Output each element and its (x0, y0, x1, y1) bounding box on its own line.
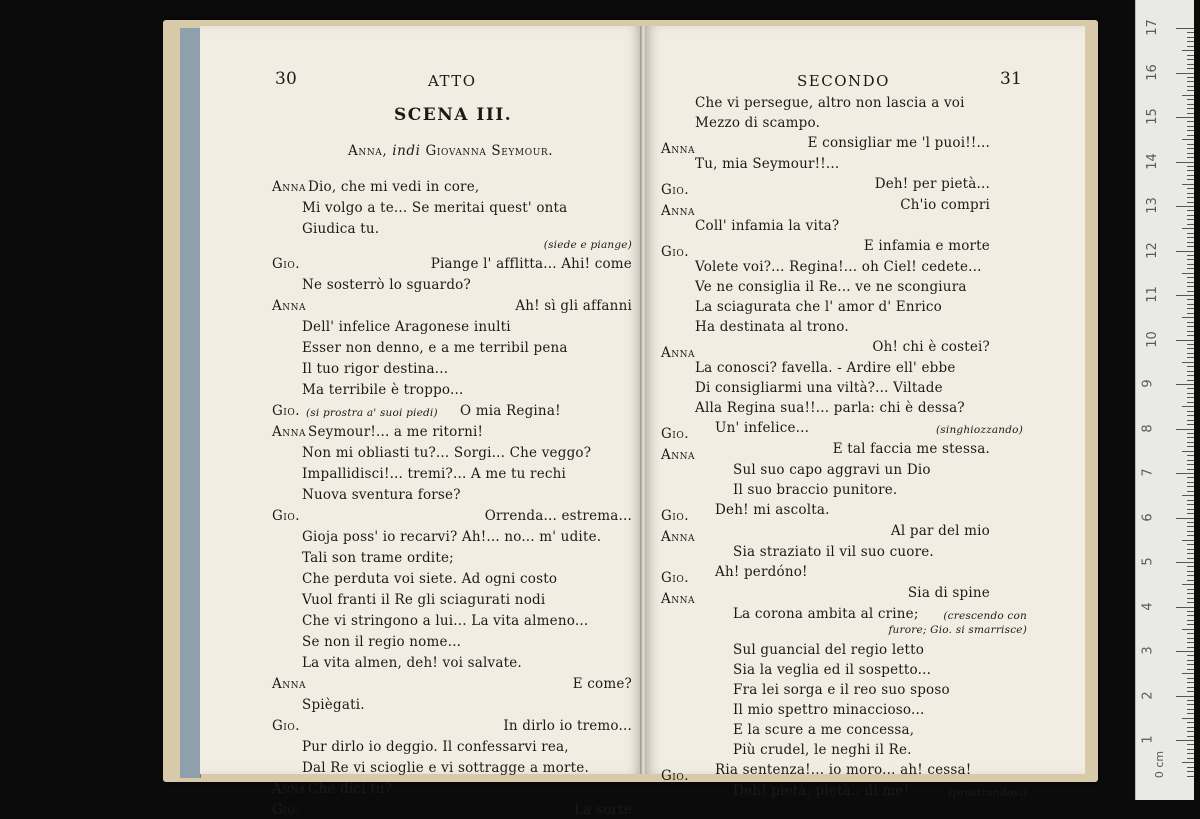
ruler-tick (1187, 144, 1194, 145)
ruler-tick (1187, 357, 1194, 358)
ruler-tick (1187, 308, 1194, 309)
ruler-tick (1187, 393, 1194, 394)
ruler-tick (1187, 731, 1194, 732)
verse-line: Seymour!... a me ritorni! (308, 424, 484, 440)
ruler-tick (1187, 460, 1194, 461)
ruler-tick (1187, 375, 1194, 376)
verse-line: Che vi persegue, altro non lascia a voi (695, 95, 965, 111)
ruler-tick (1187, 455, 1194, 456)
ruler-tick (1182, 451, 1194, 452)
verse-line: Dell' infelice Aragonese inulti (302, 319, 511, 335)
ruler-tick (1187, 767, 1194, 768)
verse-line: Dal Re vi scioglie e vi sottragge a morte. (302, 760, 589, 776)
ruler-tick (1187, 500, 1194, 501)
ruler-tick (1176, 28, 1194, 29)
ruler-tick (1187, 482, 1194, 483)
ruler-tick (1187, 224, 1194, 225)
stage-direction: (prostrandosi) (948, 787, 1027, 799)
ruler-tick (1187, 531, 1194, 532)
stage-direction: (si prostra a' suoi piedi) (306, 407, 438, 419)
verse-line: Deh! mi ascolta. (715, 502, 830, 518)
ruler-number: 10 (1144, 330, 1160, 348)
ruler-tick (1187, 553, 1194, 554)
speaker-label: Anna (272, 424, 306, 440)
ruler-tick (1187, 197, 1194, 198)
ruler-tick (1187, 331, 1194, 332)
ruler-tick (1176, 651, 1194, 652)
ruler-tick (1187, 624, 1194, 625)
ruler-tick (1187, 722, 1194, 723)
ruler-tick (1187, 509, 1194, 510)
ruler-tick (1187, 215, 1194, 216)
ruler-tick (1187, 615, 1194, 616)
ruler-tick (1187, 589, 1194, 590)
ruler-tick (1182, 317, 1194, 318)
ruler-number: 11 (1144, 286, 1160, 303)
ruler-tick (1187, 108, 1194, 109)
ruler-number: 17 (1144, 19, 1160, 36)
ruler-tick (1187, 397, 1194, 398)
ruler-tick (1187, 259, 1194, 260)
verse-line: E infamia e morte (863, 238, 990, 254)
ruler-tick (1187, 513, 1194, 514)
ruler-tick (1187, 678, 1194, 679)
ruler-tick (1187, 344, 1194, 345)
ruler-tick (1176, 473, 1194, 474)
verse-line: Sul suo capo aggravi un Dio (733, 462, 931, 478)
ruler-tick (1187, 477, 1194, 478)
verse-line: Il mio spettro minaccioso... (733, 702, 925, 718)
ruler-tick (1187, 41, 1194, 42)
ruler-tick (1187, 121, 1194, 122)
ruler-tick (1182, 495, 1194, 496)
ruler-tick (1187, 486, 1194, 487)
speaker-label: Anna (661, 203, 695, 219)
verse-line: Il tuo rigor destina... (302, 361, 449, 377)
speaker-label: Anna (272, 676, 306, 692)
verse-line: Tali son trame ordite; (302, 550, 454, 566)
ruler-tick (1187, 219, 1194, 220)
ruler-tick (1187, 687, 1194, 688)
ruler-tick (1187, 104, 1194, 105)
verse-line: Ria sentenza!... io moro... ah! cessa! (715, 762, 972, 778)
verse-line: Se non il regio nome... (302, 634, 462, 650)
ruler-tick (1176, 73, 1194, 74)
speaker-label: Gio. (661, 244, 690, 260)
stage-direction: (singhiozzando) (936, 424, 1023, 436)
ruler-tick (1187, 166, 1194, 167)
ruler-tick (1187, 193, 1194, 194)
verse-line: Orrenda... estrema... (484, 508, 632, 524)
verse-line: Oh! chi è costei? (872, 339, 990, 355)
ruler-tick (1176, 251, 1194, 252)
ruler-tick (1187, 700, 1194, 701)
ruler-tick (1187, 64, 1194, 65)
ruler-tick (1187, 522, 1194, 523)
ruler-number: 3 (1140, 646, 1156, 655)
verse-line: Deh! per pietà... (874, 176, 990, 192)
ruler-tick (1187, 32, 1194, 33)
ruler-tick (1187, 304, 1194, 305)
verse-line: Fra lei sorga e il reo suo sposo (733, 682, 950, 698)
scene-title: SCENA III. (394, 105, 513, 125)
speaker-label: Gio. (272, 256, 301, 272)
ruler-tick (1187, 709, 1194, 710)
scene-subtitle-anna: Anna, (348, 143, 388, 159)
page-number-left: 30 (275, 69, 298, 89)
ruler-tick (1176, 295, 1194, 296)
speaker-label: Anna (661, 447, 695, 463)
ruler-tick (1187, 771, 1194, 772)
ruler-tick (1187, 286, 1194, 287)
ruler-tick (1182, 184, 1194, 185)
left-page (200, 26, 642, 818)
ruler-tick (1187, 620, 1194, 621)
ruler-tick (1187, 682, 1194, 683)
ruler-unit-label: 0 cm (1153, 750, 1167, 779)
ruler-tick (1187, 55, 1194, 56)
verse-line: Ch'io compri (900, 197, 990, 213)
ruler-tick (1187, 46, 1194, 47)
ruler-tick (1187, 353, 1194, 354)
ruler-tick (1187, 424, 1194, 425)
ruler-tick (1176, 384, 1194, 385)
measuring-ruler (1135, 0, 1194, 800)
verse-line: La vita almen, deh! voi salvate. (302, 655, 522, 671)
verse-line: O mia Regina! (460, 403, 561, 419)
verse-line: Il suo braccio punitore. (733, 482, 898, 498)
ruler-tick (1187, 277, 1194, 278)
verse-line: Pur dirlo io deggio. Il confessarvi rea, (302, 739, 569, 755)
verse-line: Mi volgo a te... Se meritai quest' onta (302, 200, 568, 216)
verse-line: La sorte (574, 802, 632, 818)
ruler-tick (1187, 135, 1194, 136)
ruler-tick (1182, 673, 1194, 674)
ruler-tick (1187, 233, 1194, 234)
ruler-tick (1187, 175, 1194, 176)
ruler-tick (1187, 437, 1194, 438)
verse-line: Ve ne consiglia il Re... ve ne scongiura (695, 279, 967, 295)
verse-line: Giudica tu. (302, 221, 380, 237)
verse-line: Sia straziato il vil suo cuore. (733, 544, 934, 560)
verse-line: Sia di spine (907, 585, 990, 601)
ruler-tick (1176, 206, 1194, 207)
speaker-label: Gio. (661, 570, 690, 586)
verse-line: Ah! perdóno! (715, 564, 808, 580)
verse-line: Un' infelice... (715, 420, 810, 436)
ruler-tick (1182, 50, 1194, 51)
verse-line: E tal faccia me stessa. (832, 441, 990, 457)
stage-direction: (crescendo con (943, 610, 1027, 622)
ruler-tick (1187, 388, 1194, 389)
verse-line: Più crudel, le neghi il Re. (733, 742, 912, 758)
verse-line: E come? (572, 676, 632, 692)
verse-line: Che dici tu? (308, 781, 393, 797)
ruler-tick (1187, 81, 1194, 82)
speaker-label: Anna (272, 179, 306, 195)
ruler-tick (1187, 113, 1194, 114)
ruler-tick (1187, 348, 1194, 349)
stage-direction: furore; Gio. si smarrisce) (888, 624, 1027, 636)
speaker-label: Gio. (272, 508, 301, 524)
verse-line: Ha destinata al trono. (695, 319, 849, 335)
ruler-tick (1187, 371, 1194, 372)
verse-line: Di consigliarmi una viltà?... Viltade (695, 380, 943, 396)
scene-subtitle-indi: indi (392, 143, 421, 159)
ruler-tick (1176, 162, 1194, 163)
ruler-tick (1187, 402, 1194, 403)
ruler-tick (1187, 571, 1194, 572)
ruler-tick (1187, 148, 1194, 149)
ruler-tick (1187, 660, 1194, 661)
verse-line: Vuol franti il Re gli sciagurati nodi (302, 592, 546, 608)
scene-subtitle (348, 142, 553, 160)
speaker-label: Gio. (272, 403, 301, 419)
verse-line: Ne sosterrò lo sguardo? (302, 277, 471, 293)
speaker-label: Gio. (661, 426, 690, 442)
ruler-tick (1187, 380, 1194, 381)
scene-subtitle-giovanna: Giovanna Seymour. (425, 143, 554, 159)
ruler-tick (1187, 59, 1194, 60)
ruler-number: 6 (1140, 512, 1156, 522)
ruler-tick (1182, 629, 1194, 630)
ruler-tick (1176, 740, 1194, 741)
ruler-tick (1187, 744, 1194, 745)
ruler-tick (1187, 68, 1194, 69)
speaker-label: Gio. (661, 508, 690, 524)
ruler-tick (1187, 37, 1194, 38)
ruler-tick (1187, 99, 1194, 100)
book-spine-strip (180, 28, 201, 778)
running-head-right: SECONDO (797, 72, 890, 90)
ruler-tick (1176, 117, 1194, 118)
ruler-tick (1182, 762, 1194, 763)
ruler-number: 9 (1140, 379, 1156, 388)
verse-line: Nuova sventura forse? (302, 487, 461, 503)
verse-line: La conosci? favella. - Ardire ell' ebbe (695, 360, 956, 376)
speaker-label: Anna (272, 298, 306, 314)
ruler-tick (1187, 415, 1194, 416)
ruler-number: 1 (1140, 735, 1156, 744)
ruler-tick (1187, 736, 1194, 737)
ruler-tick (1176, 518, 1194, 519)
ruler-tick (1187, 633, 1194, 634)
ruler-tick (1187, 322, 1194, 323)
ruler-tick (1176, 607, 1194, 608)
ruler-tick (1187, 575, 1194, 576)
verse-line: Gioja poss' io recarvi? Ah!... no... m' udite. (302, 529, 602, 545)
ruler-number: 15 (1144, 108, 1160, 125)
ruler-tick (1187, 442, 1194, 443)
ruler-number: 8 (1140, 423, 1156, 433)
speaker-label: Gio. (272, 802, 301, 818)
speaker-label: Anna (661, 345, 695, 361)
ruler-tick (1187, 291, 1194, 292)
ruler-tick (1187, 749, 1194, 750)
ruler-tick (1182, 273, 1194, 274)
verse-line: Dio, che mi vedi in core, (308, 179, 480, 195)
ruler-tick (1187, 86, 1194, 87)
ruler-tick (1187, 179, 1194, 180)
ruler-tick (1187, 268, 1194, 269)
ruler-tick (1182, 139, 1194, 140)
speaker-label: Gio. (272, 718, 301, 734)
ruler-tick (1187, 704, 1194, 705)
ruler-tick (1176, 340, 1194, 341)
verse-line: Piange l' afflitta... Ahi! come (430, 256, 632, 272)
ruler-tick (1187, 170, 1194, 171)
verse-line: Al par del mio (890, 523, 990, 539)
ruler-tick (1187, 691, 1194, 692)
verse-line: Deh! pietà, pietà.. di me! (733, 783, 910, 799)
verse-line: La sciagurata che l' amor d' Enrico (695, 299, 942, 315)
ruler-tick (1187, 491, 1194, 492)
right-page (645, 26, 1085, 799)
speaker-label: Gio. (661, 182, 690, 198)
ruler-tick (1187, 90, 1194, 91)
ruler-tick (1187, 566, 1194, 567)
speaker-label: Anna (272, 781, 306, 797)
verse-line: Sul guancial del regio letto (733, 642, 925, 658)
verse-line: E consigliar me 'l puoi!!... (807, 135, 990, 151)
ruler-tick (1182, 718, 1194, 719)
ruler-tick (1187, 313, 1194, 314)
ruler-tick (1182, 540, 1194, 541)
ruler-tick (1187, 526, 1194, 527)
ruler-tick (1187, 535, 1194, 536)
running-head-left: ATTO (428, 72, 477, 90)
verse-line: Impallidisci!... tremi?... A me tu rechi (302, 466, 567, 482)
ruler-number: 4 (1140, 601, 1156, 611)
ruler-tick (1187, 433, 1194, 434)
ruler-tick (1187, 602, 1194, 603)
ruler-tick (1187, 544, 1194, 545)
ruler-tick (1182, 406, 1194, 407)
verse-line: Ah! sì gli affanni (515, 298, 632, 314)
ruler-tick (1187, 153, 1194, 154)
ruler-tick (1187, 776, 1194, 777)
ruler-tick (1187, 642, 1194, 643)
verse-line: Spiègati. (302, 697, 365, 713)
ruler-tick (1187, 188, 1194, 189)
ruler-tick (1187, 126, 1194, 127)
ruler-tick (1187, 611, 1194, 612)
ruler-tick (1182, 228, 1194, 229)
ruler-tick (1187, 420, 1194, 421)
ruler-number: 14 (1144, 152, 1160, 170)
ruler-tick (1176, 562, 1194, 563)
verse-line: Sia la veglia ed il sospetto... (733, 662, 932, 678)
verse-line: Ma terribile è troppo... (302, 382, 464, 398)
ruler-tick (1187, 255, 1194, 256)
ruler-tick (1187, 598, 1194, 599)
ruler-number: 13 (1144, 197, 1160, 214)
ruler-tick (1187, 335, 1194, 336)
ruler-tick (1187, 669, 1194, 670)
ruler-number: 5 (1140, 557, 1156, 566)
ruler-tick (1187, 664, 1194, 665)
ruler-tick (1187, 366, 1194, 367)
ruler-tick (1187, 326, 1194, 327)
verse-line: Tu, mia Seymour!!... (695, 156, 840, 172)
ruler-tick (1187, 469, 1194, 470)
verse-line: Esser non denno, e a me terribil pena (302, 340, 568, 356)
ruler-tick (1187, 504, 1194, 505)
ruler-tick (1187, 558, 1194, 559)
speaker-label: Anna (661, 591, 695, 607)
ruler-tick (1187, 237, 1194, 238)
ruler-tick (1187, 758, 1194, 759)
ruler-tick (1187, 157, 1194, 158)
ruler-number: 12 (1144, 241, 1160, 259)
page-number-right: 31 (1000, 69, 1023, 89)
ruler-tick (1187, 210, 1194, 211)
ruler-tick (1182, 584, 1194, 585)
ruler-tick (1187, 727, 1194, 728)
ruler-tick (1187, 655, 1194, 656)
verse-line: Non mi obliasti tu?... Sorgi... Che veggo? (302, 445, 592, 461)
ruler-tick (1187, 202, 1194, 203)
ruler-tick (1182, 362, 1194, 363)
verse-line: In dirlo io tremo... (503, 718, 632, 734)
speaker-label: Anna (661, 529, 695, 545)
verse-line: Alla Regina sua!!... parla: chi è dessa? (695, 400, 965, 416)
ruler-tick (1187, 282, 1194, 283)
ruler-tick (1187, 77, 1194, 78)
ruler-tick (1187, 242, 1194, 243)
ruler-tick (1187, 446, 1194, 447)
verse-line: Che perduta voi siete. Ad ogni costo (302, 571, 558, 587)
stage-direction: (siede e piange) (543, 239, 632, 251)
ruler-tick (1187, 549, 1194, 550)
ruler-tick (1187, 593, 1194, 594)
ruler-tick (1187, 638, 1194, 639)
ruler-tick (1187, 713, 1194, 714)
ruler-tick (1187, 580, 1194, 581)
ruler-tick (1187, 647, 1194, 648)
speaker-label: Gio. (661, 768, 690, 784)
speaker-label: Anna (661, 141, 695, 157)
ruler-tick (1187, 130, 1194, 131)
ruler-tick (1187, 464, 1194, 465)
ruler-tick (1187, 299, 1194, 300)
verse-line: La corona ambita al crine; (733, 606, 919, 622)
verse-line: Volete voi?... Regina!... oh Ciel! cedete... (695, 259, 982, 275)
ruler-tick (1176, 696, 1194, 697)
ruler-tick (1187, 246, 1194, 247)
ruler-tick (1182, 95, 1194, 96)
ruler-tick (1187, 264, 1194, 265)
ruler-number: 7 (1140, 468, 1156, 477)
verse-line: Coll' infamia la vita? (695, 218, 840, 234)
verse-line: Mezzo di scampo. (695, 115, 821, 131)
ruler-number: 16 (1144, 63, 1160, 81)
verse-line: E la scure a me concessa, (733, 722, 915, 738)
verse-line: Che vi stringono a lui... La vita almeno... (302, 613, 589, 629)
ruler-tick (1187, 753, 1194, 754)
ruler-tick (1176, 429, 1194, 430)
ruler-number: 2 (1140, 690, 1156, 700)
ruler-tick (1187, 411, 1194, 412)
